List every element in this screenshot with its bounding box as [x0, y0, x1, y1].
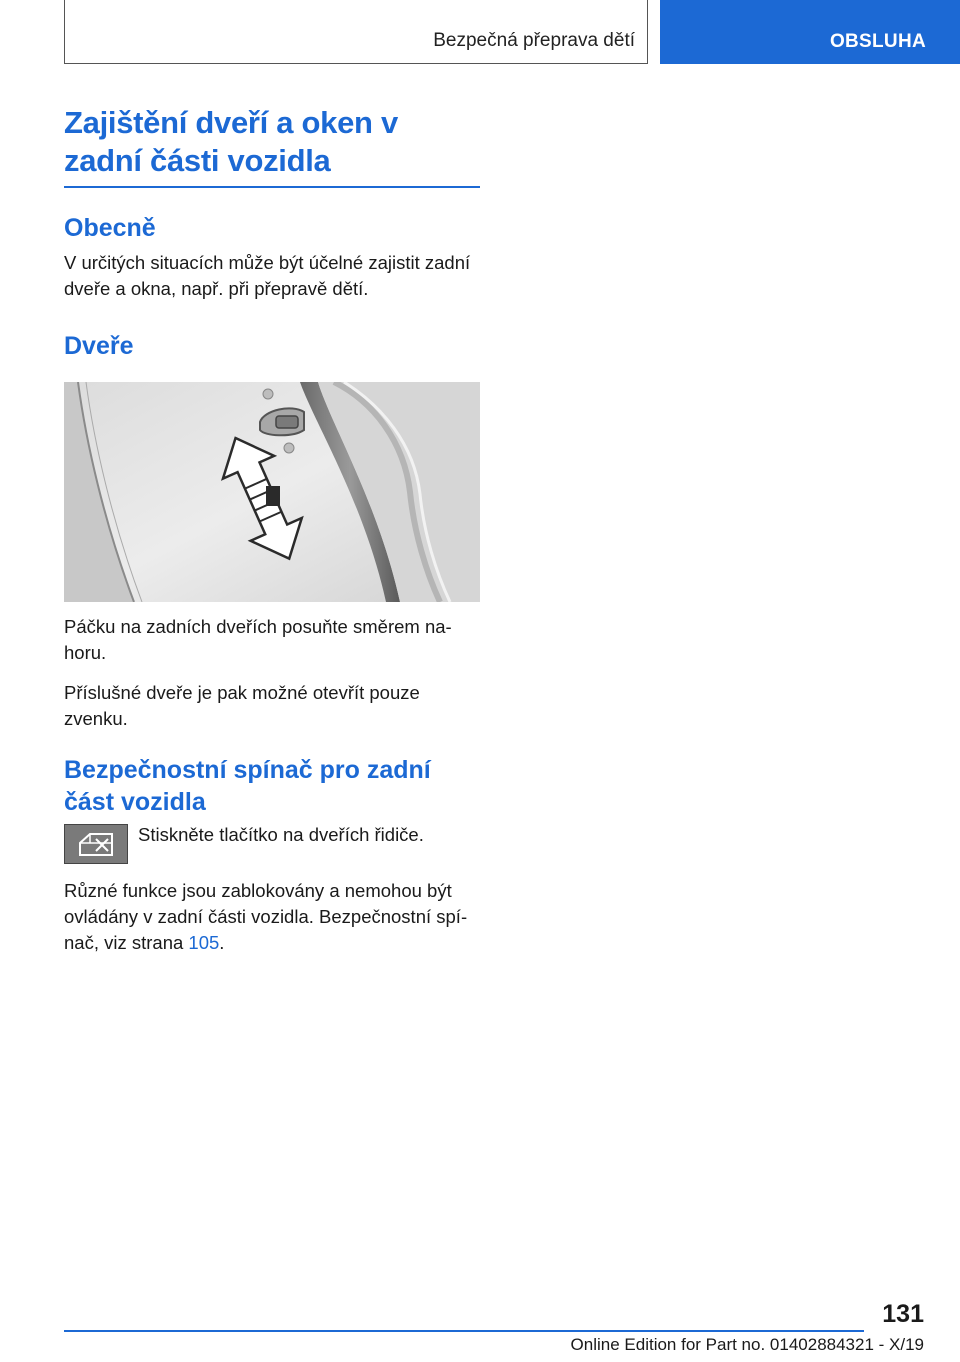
page-title-line1: Zajištění dveří a oken v: [64, 105, 398, 140]
main-content: [64, 104, 480, 956]
header-chapter: OBSLUHA: [829, 31, 926, 52]
page-title-line2: zadní části vozidla: [64, 143, 331, 178]
heading-safety-switch: Bezpečnostní spínač pro zadní část vozidla: [64, 755, 431, 816]
page-number: 131: [882, 1300, 924, 1328]
header-section-title: Bezpečná přeprava dětí: [433, 30, 635, 51]
doors-caption-1: Páčku na zadních dveřích posuňte směrem nahoru.: [64, 615, 452, 663]
safety-switch-instruction: Stiskněte tlačítko na dveřích řidiče.: [138, 823, 424, 845]
footer-edition: Online Edition for Part no. 01402884321 - X/19: [570, 1335, 924, 1354]
general-text: V určitých situacích může být účelné zajistit zadní dveře a okna, např. při přepravě dětí.: [64, 251, 471, 299]
heading-doors: Dveře: [64, 331, 134, 360]
page-reference-link[interactable]: 105: [188, 931, 220, 953]
safety-switch-row: [64, 822, 480, 864]
safety-switch-text-main: Různé funkce jsou zablokovány a nemohou být ovládány v zadní části vozidla. Bezpečnostní spínač, viz strana: [64, 879, 468, 953]
title-rule: [64, 186, 480, 188]
heading-general: Obecně: [64, 213, 156, 242]
doors-caption-2: Příslušné dveře je pak možné otevřít pouze zvenku.: [64, 681, 420, 729]
door-lock-lever-illustration: [64, 382, 480, 602]
safety-switch-text-end: .: [219, 931, 225, 953]
safety-switch-text: [64, 878, 480, 956]
footer-rule: [64, 1330, 864, 1332]
window-lock-button-icon: [64, 824, 128, 864]
header-section-box: [64, 0, 648, 64]
page-title: [64, 104, 480, 180]
header-chapter-box: [660, 0, 960, 64]
